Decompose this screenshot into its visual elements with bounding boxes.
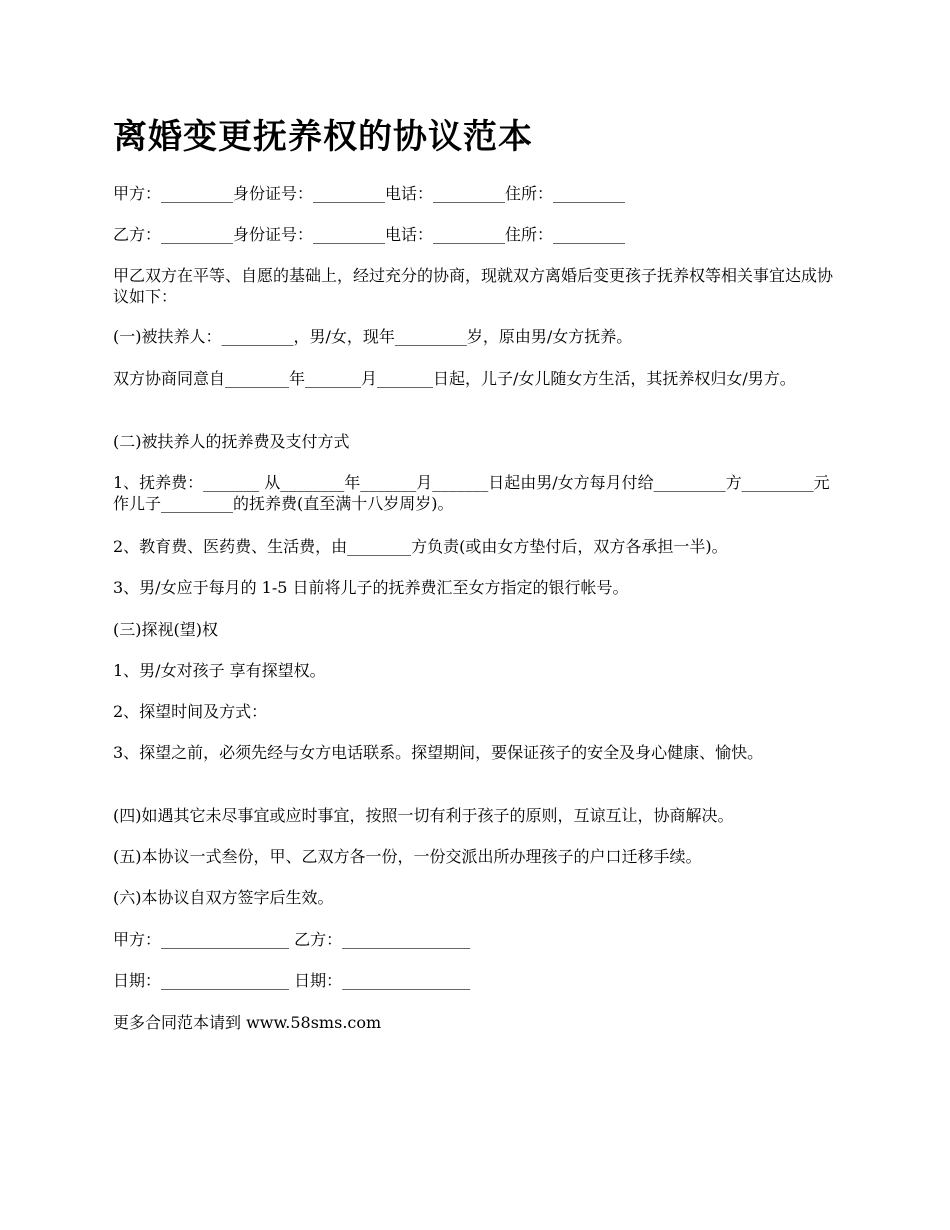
clause-4: (四)如遇其它未尽事宜或应时事宜，按照一切有利于孩子的原则，互谅互让，协商解决。 <box>113 806 734 825</box>
clause-3-item-2: 2、探望时间及方式： <box>113 702 268 721</box>
clause-5: (五)本协议一式叁份，甲、乙双方各一份，一份交派出所办理孩子的户口迁移手续。 <box>113 847 702 866</box>
document-title: 离婚变更抚养权的协议范本 <box>113 117 533 157</box>
clause-3-item-3: 3、探望之前，必须先经与女方电话联系。探望期间，要保证孩子的安全及身心健康、愉快。 <box>113 743 764 762</box>
clause-2-item-3: 3、男/女应于每月的 1-5 日前将儿子的抚养费汇至女方指定的银行帐号。 <box>113 578 629 597</box>
footer-more-templates: 更多合同范本请到 www.58sms.com <box>113 1013 382 1032</box>
clause-2-heading: (二)被扶养人的抚养费及支付方式 <box>113 432 350 451</box>
date-line: 日期：________________ 日期：________________ <box>113 971 471 990</box>
clause-3-item-1: 1、男/女对孩子 享有探望权。 <box>113 661 326 680</box>
clause-2-item-2: 2、教育费、医药费、生活费，由________方负责(或由女方垫付后，双方各承担一半)。 <box>113 537 728 556</box>
clause-1-custody-agreement: 双方协商同意自________年_______月_______日起，儿子/女儿随女方生活，其抚养权归女/男方。 <box>113 369 796 388</box>
clause-2-item-1: 1、抚养费：_______ 从________年_______月_______日起由男/女方每月付给_________方_________元作儿子_________的抚养费(直至满十八岁周岁)。 <box>113 473 830 513</box>
clause-3-heading: (三)探视(望)权 <box>113 620 218 639</box>
signature-line: 甲方：________________ 乙方：________________ <box>113 930 471 949</box>
intro-paragraph: 甲乙双方在平等、自愿的基础上，经过充分的协商，现就双方离婚后变更孩子抚养权等相关事宜达成协议如下： <box>113 266 834 306</box>
party-b-info-line: 乙方：_________身份证号：_________电话：_________住所：_________ <box>113 225 626 244</box>
party-a-info-line: 甲方：_________身份证号：_________电话：_________住所：_________ <box>113 184 626 203</box>
clause-6: (六)本协议自双方签字后生效。 <box>113 888 334 907</box>
clause-1-dependent: (一)被扶养人：_________，男/女，现年_________岁，原由男/女方抚养。 <box>113 327 633 346</box>
